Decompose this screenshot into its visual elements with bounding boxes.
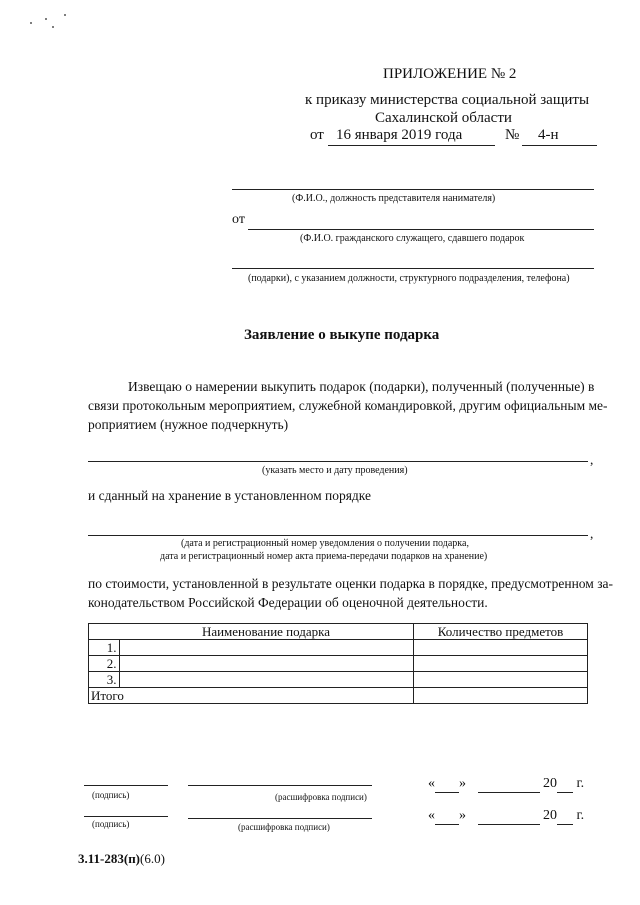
quantity-cell[interactable] [414,640,588,656]
appendix-title: ПРИЛОЖЕНИЕ № 2 [383,66,517,82]
month-field[interactable] [478,808,540,825]
number-label: № [505,127,520,143]
gift-table [88,623,588,704]
row-number: 1. [89,640,120,656]
total-label: Итого [89,688,414,704]
quantity-cell[interactable] [414,672,588,688]
scan-speck [64,14,66,16]
document-title: Заявление о выкупе подарка [244,327,440,343]
addressee-from-label: от [232,212,245,227]
paragraph-2-line-1: по стоимости, установленной в результате оценки подарка в порядке, предусмотренном за- [88,576,614,591]
storage-field-line[interactable] [88,535,588,536]
paragraph-1-line-1: Извещаю о намерении выкупить подарок (подарки), полученный (полученные) в [128,379,595,394]
order-number-underline [522,145,597,146]
scan-speck [30,22,32,24]
order-date: 16 января 2019 года [336,127,463,143]
date-field-2 [428,808,584,825]
year-prefix: 20 [543,776,557,791]
row-number: 2. [89,656,120,672]
table-row [89,656,588,672]
table-header-gift-name: Наименование подарка [119,624,414,640]
table-total-row [89,688,588,704]
employee-caption: (Ф.И.О. гражданского служащего, сдавшего подарок [300,233,525,244]
row-number: 3. [89,672,120,688]
open-quote: « [428,776,435,791]
paragraph-1-line-3: роприятием (нужное подчеркнуть) [88,417,289,432]
transcript-caption-1: (расшифровка подписи) [275,792,367,802]
event-caption: (указать место и дату проведения) [262,465,408,476]
order-line-1: к приказу министерства социальной защиты [305,92,590,108]
transcript-line-2[interactable] [188,818,372,819]
employer-field-line[interactable] [232,189,594,190]
year-suffix: г. [576,776,585,791]
signature-caption-2: (подпись) [92,819,130,829]
employee-details-line[interactable] [232,268,594,269]
day-field[interactable] [435,776,459,793]
open-quote: « [428,808,435,823]
signature-line-2[interactable] [84,816,168,817]
table-header-blank [89,624,120,640]
employee-caption-2: (подарки), с указанием должности, структурного подразделения, телефона) [248,273,570,284]
storage-caption-1: (дата и регистрационный номер уведомления о получении подарка, [181,538,469,549]
year-suffix: г. [576,808,585,823]
year-prefix: 20 [543,808,557,823]
from-label: от [310,127,324,143]
year-field[interactable] [557,808,573,825]
gift-name-cell[interactable] [119,672,414,688]
order-date-underline [328,145,495,146]
quantity-cell[interactable] [414,656,588,672]
table-row [89,672,588,688]
storage-text: и сданный на хранение в установленном порядке [88,488,372,503]
table-header-row [89,624,588,640]
gift-name-cell[interactable] [119,640,414,656]
scan-speck [45,18,47,20]
month-field[interactable] [478,776,540,793]
close-quote: » [459,808,466,823]
close-quote: » [459,776,466,791]
year-field[interactable] [557,776,573,793]
paragraph-1-line-2: связи протокольным мероприятием, служебной командировкой, другим официальным ме- [88,398,608,413]
table-header-quantity: Количество предметов [414,624,588,640]
signature-line-1[interactable] [84,785,168,786]
transcript-caption-2: (расшифровка подписи) [238,822,330,832]
scan-speck [52,26,54,28]
employee-field-line[interactable] [248,229,594,230]
date-field-1 [428,776,584,793]
paragraph-2-line-2: конодательством Российской Федерации об оценочной деятельности. [88,595,488,610]
order-number: 4-н [538,127,559,143]
table-row [89,640,588,656]
comma-2: , [590,526,594,541]
employer-caption: (Ф.И.О., должность представителя нанимателя) [292,193,496,204]
signature-caption-1: (подпись) [92,790,130,800]
gift-name-cell[interactable] [119,656,414,672]
total-quantity-cell[interactable] [414,688,588,704]
event-field-line[interactable] [88,461,588,462]
storage-caption-2: дата и регистрационный номер акта приема-передачи подарков на хранение) [160,551,488,562]
form-code-bold: 3.11-283(п) [78,851,141,866]
day-field[interactable] [435,808,459,825]
comma-1: , [590,452,594,467]
form-code [78,851,165,867]
order-line-2: Сахалинской области [375,110,512,126]
transcript-line-1[interactable] [188,785,372,786]
form-code-version: (6.0) [140,851,165,866]
